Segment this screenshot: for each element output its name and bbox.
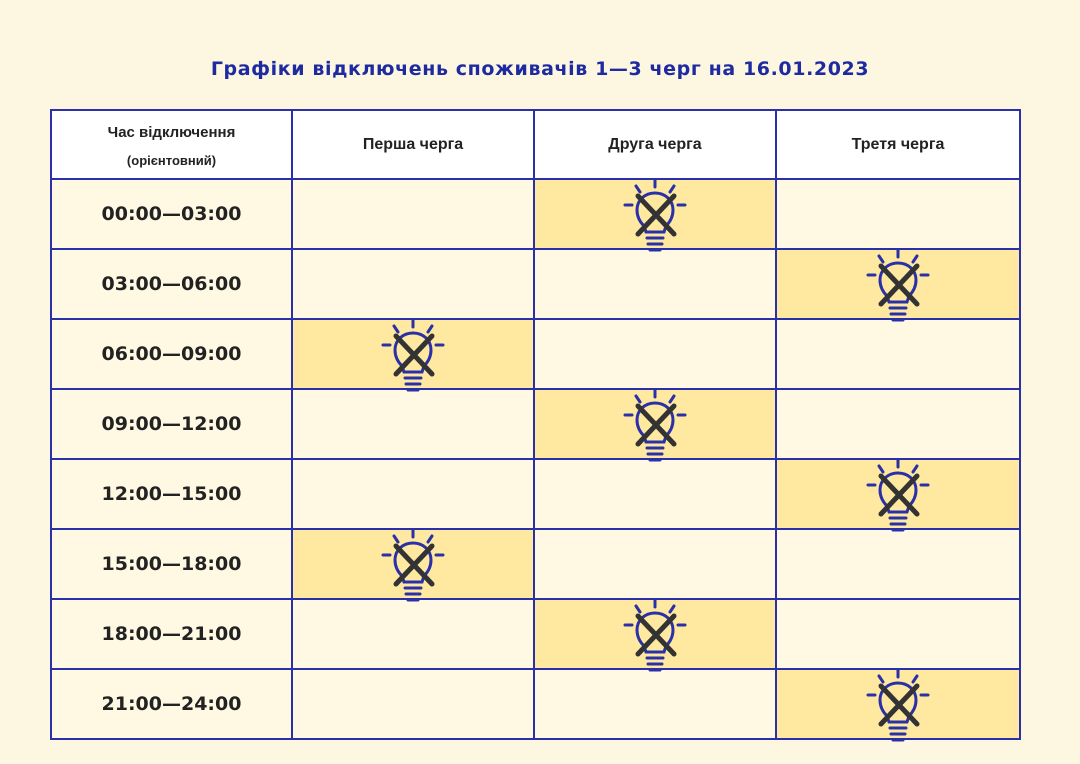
power-cell-queue-3 <box>776 599 1020 669</box>
schedule-body <box>51 179 1020 739</box>
crossed-lightbulb-icon <box>620 598 690 676</box>
header-time-sub: (орієнтовний) <box>126 153 217 168</box>
time-slot: 00:00—03:00 <box>51 179 292 249</box>
outage-cell-queue-3 <box>776 459 1020 529</box>
outage-cell-queue-2 <box>534 389 776 459</box>
schedule-row <box>51 319 1020 389</box>
power-cell-queue-2 <box>534 319 776 389</box>
schedule-row <box>51 389 1020 459</box>
outage-schedule-table <box>50 109 1021 740</box>
time-slot: 12:00—15:00 <box>51 459 292 529</box>
schedule-row <box>51 459 1020 529</box>
schedule-row <box>51 179 1020 249</box>
outage-cell-queue-1 <box>292 529 534 599</box>
power-cell-queue-3 <box>776 389 1020 459</box>
time-slot: 09:00—12:00 <box>51 389 292 459</box>
outage-cell-queue-1 <box>292 319 534 389</box>
schedule-row <box>51 599 1020 669</box>
power-cell-queue-1 <box>292 669 534 739</box>
header-time <box>51 110 292 179</box>
schedule-row <box>51 249 1020 319</box>
crossed-lightbulb-icon <box>378 318 448 396</box>
power-cell-queue-2 <box>534 529 776 599</box>
power-cell-queue-3 <box>776 529 1020 599</box>
time-slot: 06:00—09:00 <box>51 319 292 389</box>
crossed-lightbulb-icon <box>378 528 448 606</box>
time-slot: 21:00—24:00 <box>51 669 292 739</box>
power-cell-queue-3 <box>776 179 1020 249</box>
power-cell-queue-1 <box>292 389 534 459</box>
outage-cell-queue-2 <box>534 179 776 249</box>
time-slot: 03:00—06:00 <box>51 249 292 319</box>
power-cell-queue-2 <box>534 249 776 319</box>
header-row <box>51 110 1020 179</box>
crossed-lightbulb-icon <box>863 248 933 326</box>
power-cell-queue-1 <box>292 179 534 249</box>
power-cell-queue-1 <box>292 249 534 319</box>
time-slot: 15:00—18:00 <box>51 529 292 599</box>
power-cell-queue-3 <box>776 319 1020 389</box>
crossed-lightbulb-icon <box>863 458 933 536</box>
crossed-lightbulb-icon <box>620 178 690 256</box>
header-time-label: Час відключення <box>107 124 236 141</box>
header-queue-1: Перша черга <box>292 110 534 179</box>
header-queue-3: Третя черга <box>776 110 1020 179</box>
power-cell-queue-2 <box>534 459 776 529</box>
page-title: Графіки відключень споживачів 1—3 черг на 16.01.2023 <box>210 58 870 80</box>
header-queue-2: Друга черга <box>534 110 776 179</box>
time-slot: 18:00—21:00 <box>51 599 292 669</box>
outage-cell-queue-3 <box>776 249 1020 319</box>
crossed-lightbulb-icon <box>620 388 690 466</box>
power-cell-queue-2 <box>534 669 776 739</box>
schedule-row <box>51 669 1020 739</box>
crossed-lightbulb-icon <box>863 668 933 746</box>
schedule-row <box>51 529 1020 599</box>
outage-cell-queue-2 <box>534 599 776 669</box>
power-cell-queue-1 <box>292 599 534 669</box>
power-cell-queue-1 <box>292 459 534 529</box>
outage-cell-queue-3 <box>776 669 1020 739</box>
